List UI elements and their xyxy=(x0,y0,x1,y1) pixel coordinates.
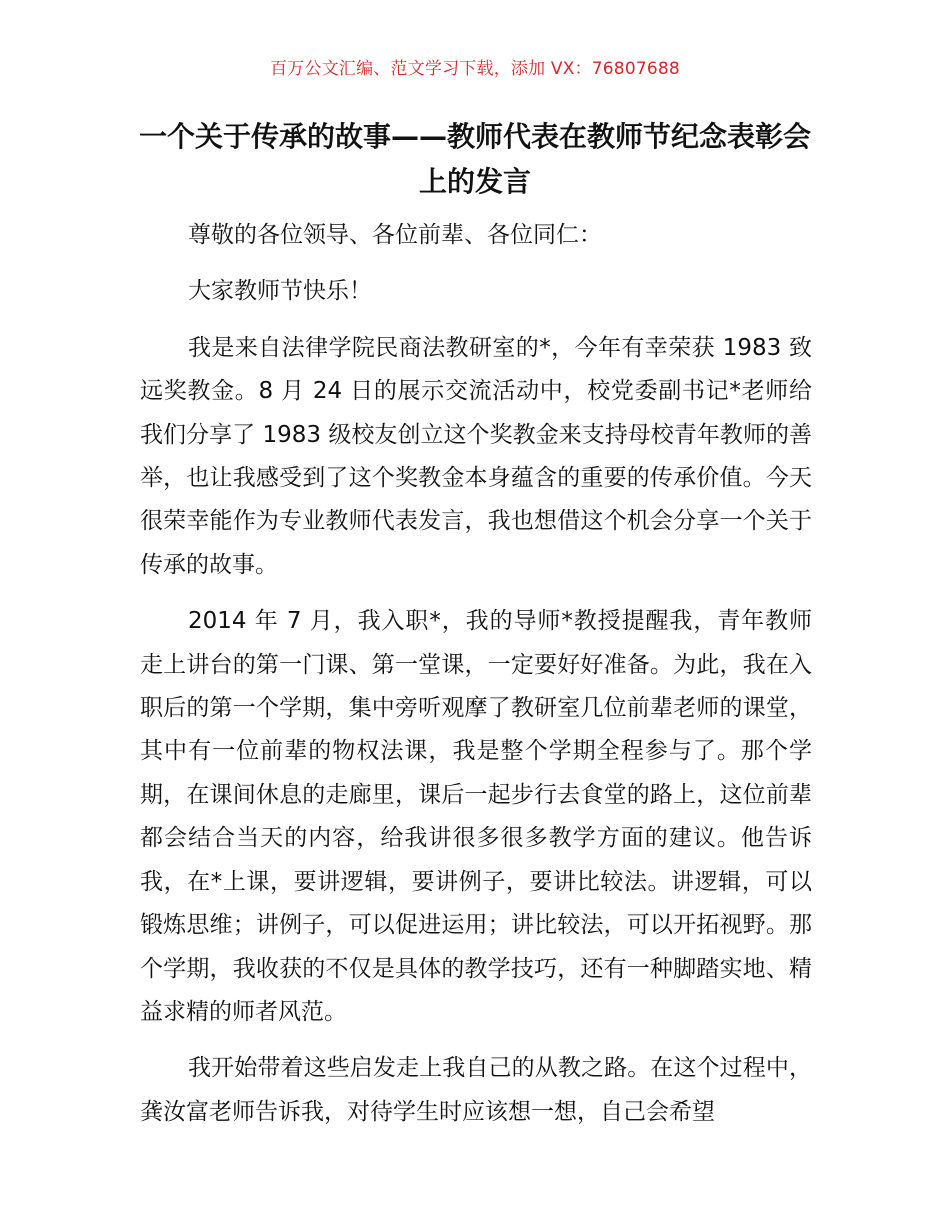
watermark-header: 百万公文汇编、范文学习下载，添加 VX：76807688 xyxy=(270,59,680,79)
salutation-paragraph: 尊敬的各位领导、各位前辈、各位同仁： xyxy=(188,222,602,248)
document-title: 一个关于传承的故事——教师代表在教师节纪念表彰会上的发言 xyxy=(138,120,811,198)
body-paragraph-continuation: 我开始带着这些启发走上我自己的从教之路。在这个过程中，龚汝富老师告诉我，对待学生时应该想一想，自己会希望 xyxy=(140,1055,812,1125)
document-body xyxy=(140,214,812,1134)
greeting-paragraph: 大家教师节快乐！ xyxy=(188,278,372,305)
body-paragraph-story: 2014 年 7 月，我入职*，我的导师*教授提醒我，青年教师走上讲台的第一门课、第一堂课，一定要好好准备。为此，我在入职后的第一个学期，集中旁听观摩了教研室几位前辈老师的课堂，其中有一位前辈的物权法课，我是整个学期全程参与了。那个学期，在课间休息的走廊里，课后一起步行去食堂的路上，这位前辈都会结合当天的内容，给我讲很多很多教学方面的建议。他告诉我，在*上课，要讲逻辑，要讲例子，要讲比较法。讲逻辑，可以锻炼思维；讲例子，可以促进运用；讲比较法，可以开拓视野。那个学期，我收获的不仅是具体的教学技巧，还有一种脚踏实地、精益求精的师者风范。 xyxy=(140,608,812,1025)
body-paragraph-intro: 我是来自法律学院民商法教研室的*，今年有幸荣获 1983 致远奖教金。8 月 24 日的展示交流活动中，校党委副书记*老师给我们分享了 1983 级校友创立这个奖教金来支持母校青年教师的善举，也让我感受到了这个奖教金本身蕴含的重要的传承价值。今天很荣幸能作为专业教师代表发言，我也想借这个机会分享一个关于传承的故事。 xyxy=(140,334,812,578)
